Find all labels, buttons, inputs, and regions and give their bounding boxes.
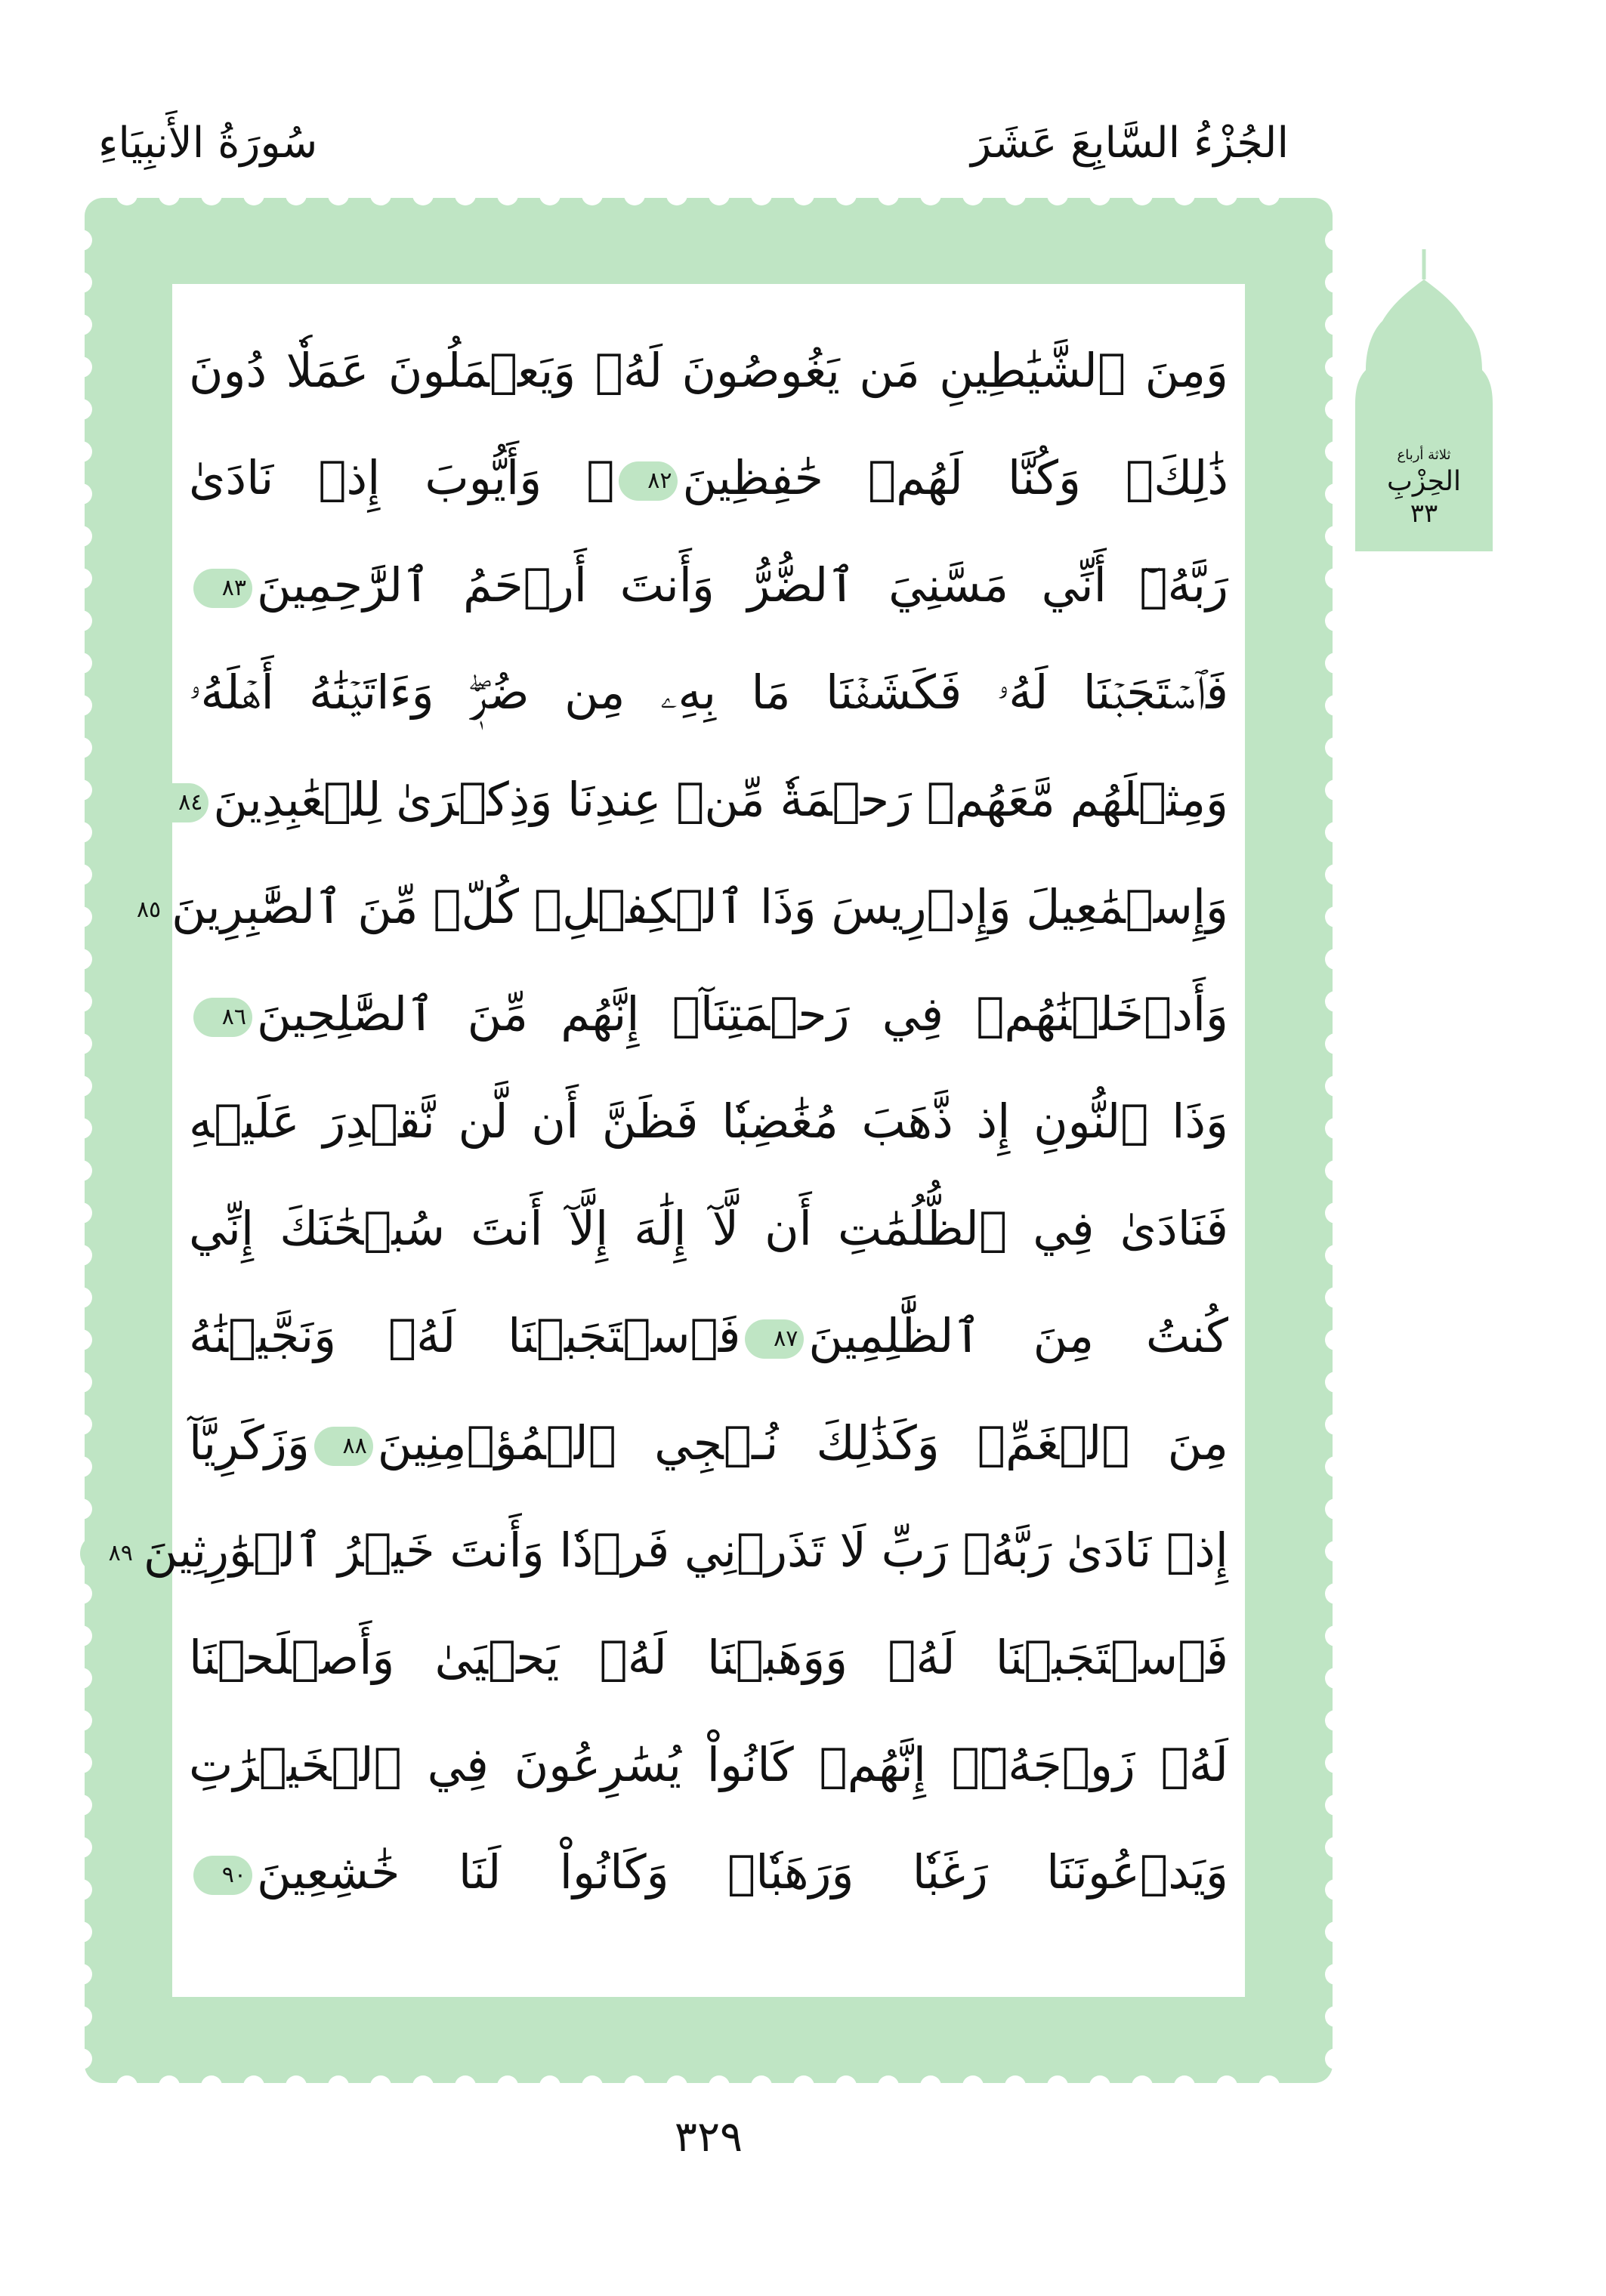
- line-text: وَمِثۡلَهُم مَّعَهُمۡ رَحۡمَةٗ مِّنۡ عِندِنَا وَذِكۡرَىٰ لِلۡعَٰبِدِينَ: [213, 772, 1228, 827]
- text-line: [189, 424, 1228, 532]
- ayah-number-marker: ٨٣: [193, 569, 252, 608]
- ayah-number-marker: ٨٤: [150, 783, 208, 822]
- ayah-number-marker: ٨٢: [619, 461, 678, 501]
- ayah-number-marker: ٨٨: [314, 1427, 373, 1466]
- line-text: لَهُۥ زَوۡجَهُۥٓۚ إِنَّهُمۡ كَانُواْ يُسَٰرِعُونَ فِي ٱلۡخَيۡرَٰتِ: [189, 1737, 1228, 1792]
- page-number: ٣٢٩: [674, 2112, 743, 2162]
- line-text: ۞ وَأَيُّوبَ إِذۡ نَادَىٰ: [189, 450, 615, 505]
- hizb-label-block: [1352, 446, 1496, 529]
- line-text: ذَٰلِكَۖ وَكُنَّا لَهُمۡ حَٰفِظِينَ: [682, 450, 1228, 505]
- line-text: فَٱسۡتَجَبۡنَا لَهُۥ وَنَجَّيۡنَٰهُ: [189, 1308, 741, 1363]
- text-line: [189, 1819, 1228, 1926]
- line-text: إِذۡ نَادَىٰ رَبَّهُۥ رَبِّ لَا تَذَرۡنِي فَرۡدٗا وَأَنتَ خَيۡرُ ٱلۡوَٰرِثِينَ: [143, 1523, 1228, 1578]
- text-line: [189, 1282, 1228, 1390]
- line-text: وَإِسۡمَٰعِيلَ وَإِدۡرِيسَ وَذَا ٱلۡكِفۡلِۖ كُلّٞ مِّنَ ٱلصَّٰبِرِينَ: [171, 879, 1228, 934]
- line-text: فَنَادَىٰ فِي ٱلظُّلُمَٰتِ أَن لَّآ إِلَٰهَ إِلَّآ أَنتَ سُبۡحَٰنَكَ إِنِّي: [189, 1201, 1228, 1256]
- hizb-title: الحِزْبِ: [1387, 466, 1461, 497]
- surah-name-header: سُورَةُ الأَنبِيَاءِ: [98, 119, 318, 168]
- ayah-number-marker: ٨٧: [745, 1319, 804, 1359]
- text-line: [178, 746, 1228, 853]
- line-text: كُنتُ مِنَ ٱلظَّٰلِمِينَ: [808, 1308, 1228, 1363]
- text-line: [189, 1604, 1228, 1711]
- line-text: فَٱسۡتَجَبۡنَا لَهُۥ فَكَشَفۡنَا مَا بِهِۦ مِن ضُرّٖۖ وَءَاتَيۡنَٰهُ أَهۡلَهُۥ: [189, 665, 1228, 720]
- text-line: [189, 1711, 1228, 1819]
- text-line: [189, 1068, 1228, 1175]
- line-text: وَذَا ٱلنُّونِ إِذ ذَّهَبَ مُغَٰضِبٗا فَظَنَّ أَن لَّن نَّقۡدِرَ عَلَيۡهِ: [189, 1094, 1228, 1149]
- text-line: [108, 1497, 1228, 1604]
- line-text: وَأَدۡخَلۡنَٰهُمۡ فِي رَحۡمَتِنَآۖ إِنَّهُم مِّنَ ٱلصَّٰلِحِينَ: [257, 986, 1228, 1042]
- hizb-number: ٣٣: [1410, 498, 1438, 529]
- juz-name-header: الجُزْءُ السَّابِعَ عَشَرَ: [971, 119, 1289, 168]
- hizb-quarter-text: ثلاثة أرباع: [1397, 447, 1451, 463]
- ayah-number-marker: ٨٦: [193, 998, 252, 1037]
- ayah-number-marker: ٨٥: [108, 890, 167, 930]
- ayah-number-marker: ٨٩: [80, 1534, 139, 1573]
- line-text: وَيَدۡعُونَنَا رَغَبٗا وَرَهَبٗاۖ وَكَانُواْ لَنَا خَٰشِعِينَ: [257, 1844, 1228, 1899]
- line-text: فَٱسۡتَجَبۡنَا لَهُۥ وَوَهَبۡنَا لَهُۥ يَحۡيَىٰ وَأَصۡلَحۡنَا: [189, 1630, 1228, 1685]
- text-line: [189, 1390, 1228, 1497]
- line-text: وَزَكَرِيَّآ: [189, 1415, 310, 1470]
- text-line: [189, 961, 1228, 1068]
- text-line: [189, 1175, 1228, 1282]
- text-line: [136, 853, 1228, 961]
- text-line: [189, 532, 1228, 639]
- text-line: [189, 639, 1228, 746]
- ayah-number-marker: ٩٠: [193, 1856, 252, 1895]
- line-text: مِنَ ٱلۡغَمِّۚ وَكَذَٰلِكَ نُـۨجِي ٱلۡمُؤۡمِنِينَ: [377, 1415, 1228, 1470]
- text-line: [189, 317, 1228, 424]
- quran-text-block: [108, 317, 1228, 1926]
- line-text: وَمِنَ ٱلشَّيَٰطِينِ مَن يَغُوصُونَ لَهُۥ وَيَعۡمَلُونَ عَمَلٗا دُونَ: [189, 343, 1228, 398]
- line-text: رَبَّهُۥٓ أَنِّي مَسَّنِيَ ٱلضُّرُّ وَأَنتَ أَرۡحَمُ ٱلرَّٰحِمِينَ: [257, 557, 1228, 613]
